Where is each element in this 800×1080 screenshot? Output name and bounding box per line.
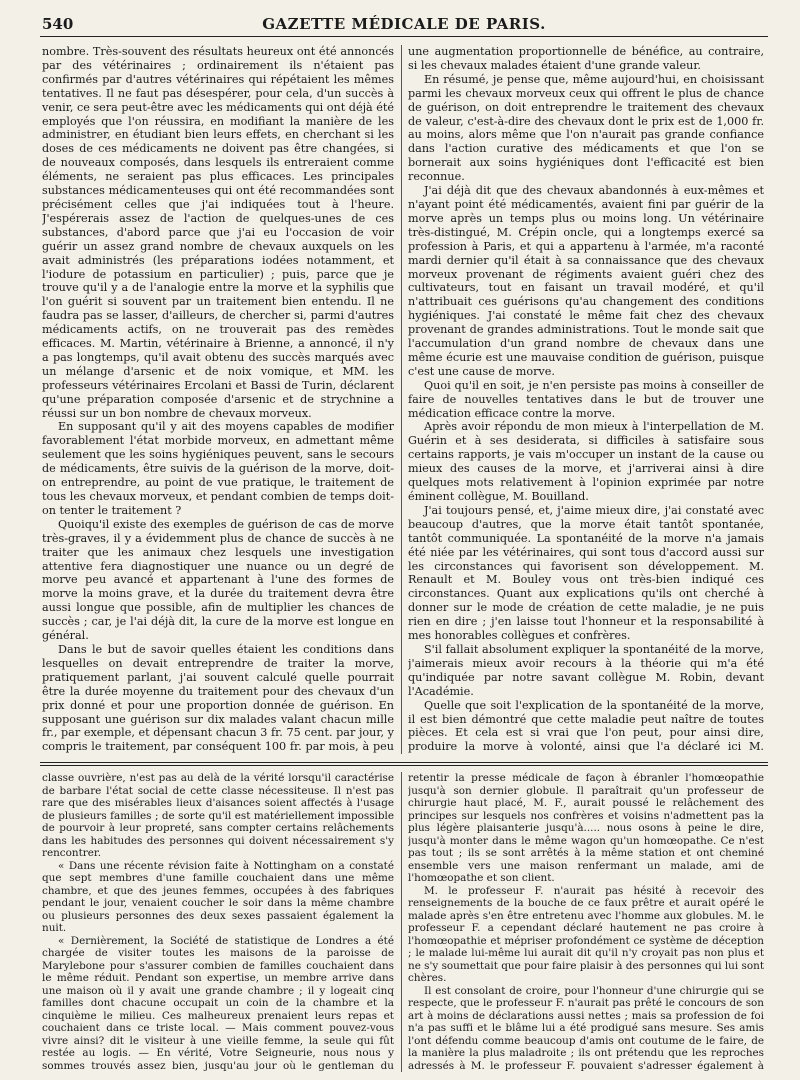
journal-title: GAZETTE MÉDICALE DE PARIS. [262,15,546,33]
paragraph: J'ai toujours pensé, et, j'aime mieux dire, j'ai constaté avec beaucoup d'autres, que la morve était tantôt spontanée, tantôt communiquée. La spontanéité de la morve n'a jamais été niée par les vétérinaires, qui sont tous d'accord aussi sur les circonstances qui favorisent son développement. M. Renault et M. Bouley vous ont très-bien indiqué ces circonstances. Quant aux explications qu'ils ont cherché à donner sur le mode de création de cette maladie, je ne puis rien en dire ; j'en laisse tout l'honneur et la responsabilité à mes honorables collègues et confrères. [408,503,764,643]
paragraph: Après avoir répondu de mon mieux à l'interpellation de M. Guérin et à ses desiderata, si difficiles à satisfaire sous certains rapports, je vais m'occuper un instant de la cause ou mieux des causes de la morve, et j'arriverai ainsi à dire quelques mots relativement à l'opinion exprimée par notre éminent collègue, M. Bouilland. [408,420,764,503]
paragraph: « Dernièrement, la Société de statistique de Londres a été chargée de visiter toutes les maisons de la paroisse de Marylebone pour s'assurer combien de familles couchaient dans le même réduit. Pendant son expertise, un membre arrive dans une maison où il y avait une grande chambre ; il y logeait cinq familles dont chacune occupait un coin de la chambre et la cinquième le milieu. Ces malheureux prenaient leurs repas et couchaient dans ce triste local. — Mais comment pouvez-vous vivre ainsi? dit le visiteur à une vieille femme, la seule qui fût restée au logis. — En vérité, Votre Seigneurie, nous nous y sommes trouvés assez bien, jusqu'au jour où le gentleman du [42,934,394,1072]
right-column-feuilleton [408,772,764,1072]
column-divider [401,772,402,1072]
paragraph: Il est consolant de croire, pour l'honneur d'une chirurgie qui se respecte, que le professeur F. n'aurait pas prêté le concours de son art à moins de déclarations aussi nettes ; mais sa profession de foi n'a pas suffi et le blâme lui a été prodigué sans mesure. Ses amis l'ont défendu comme beaucoup d'amis ont coutume de le faire, de la manière la plus maladroite ; ils ont prétendu que les reproches adressés à M. le professeur F. pouvaient s'adresser également à [408,984,764,1072]
paragraph: « Dans une récente révision faite à Nottingham on a constaté que sept membres d'une famille couchaient dans une même chambre, et que des jeunes femmes, occupées à des fabriques pendant le jour, venaient coucher le soir dans la même chambre ou plusieurs personnes des deux sexes passaient également la nuit. [42,859,394,934]
right-column-top [408,45,764,754]
paragraph: une augmentation proportionnelle de bénéfice, au contraire, si les chevaux malades étaient d'une grande valeur. [408,45,764,72]
paragraph: M. le professeur F. n'aurait pas hésité à recevoir des renseignements de la bouche de ce faux prêtre et aurait opéré le malade après s'en être entretenu avec l'homme aux globules. M. le professeur F. a cependant déclaré hautement ne pas croire à l'homœopathie et mépriser profondément ce système de déception ; le malade lui-même lui aurait dit qu'il n'y croyait pas non plus et ne s'y soumettait que pour faire plaisir à des personnes qui lui sont chères. [408,884,764,984]
column-divider [401,45,402,754]
paragraph: classe ouvrière, n'est pas au delà de la vérité lorsqu'il caractérise de barbare l'état social de cette classe nécessiteuse. Il n'est pas rare que des misérables lieux d'aisances soient affectés à l'usage de plusieurs familles ; de sorte qu'il est matériellement impossible de pourvoir à leur propreté, sans compter certains relâchements dans les habitudes des personnes qui doivent nécessairement s'y rencontrer. [42,772,394,859]
paragraph: retentir la presse médicale de façon à ébranler l'homœopathie jusqu'à son dernier globule. Il paraîtrait qu'un professeur de chirurgie haut placé, M. F., aurait poussé le relâchement des principes sur lesquels nos confrères et voisins n'admettent pas la plus légère plaisanterie jusqu'à..... nous osons à peine le dire, jusqu'à monter dans le même wagon qu'un homœopathe. Ce n'est pas tout ; ils se sont arrêtés à la même station et ont cheminé ensemble vers une maison renfermant un malade, ami de l'homœopathe et son client. [408,772,764,884]
paragraph: J'ai déjà dit que des chevaux abandonnés à eux-mêmes et n'ayant point été médicamentés, avaient fini par guérir de la morve après un temps plus ou moins long. Un vétérinaire très-distingué, M. Crépin oncle, qui a longtemps exercé sa profession à Paris, et qui a appartenu à l'armée, m'a raconté mardi dernier qu'il était à sa connaissance que des chevaux morveux provenant de régiments avaient guéri chez des cultivateurs, tout en faisant un travail modéré, et qu'il n'attribuait ces guérisons qu'au changement des conditions hygiéniques. J'ai constaté le même fait chez des chevaux provenant de grandes administrations. Tout le monde sait que l'accumulation d'un grand nombre de chevaux dans une même écurie est une mauvaise condition de guérison, puisque c'est une cause de morve. [408,184,764,378]
paragraph: Quelle que soit l'explication de la spontanéité de la morve, il est bien démontré que cette maladie peut naître de toutes pièces. Et cela est si vrai que l'on peut, pour ainsi dire, produire la morve à volonté, ainsi que l'a déclaré ici M. [408,698,764,754]
paragraph: nombre. Très-souvent des résultats heureux ont été annoncés par des vétérinaires ; ordinairement ils n'étaient pas confirmés par d'autres vétérinaires qui répétaient les mêmes tentatives. Il ne faut pas désespérer, pour cela, d'un succès à venir, ce sera peut-être avec les médicaments qui ont déjà été employés que l'on réussira, en modifiant la manière de les administrer, en étudiant bien leurs effets, en cherchant si les doses de ces médicaments ne doivent pas être changées, si de nouveaux composés, dans lesquels ils entreraient comme éléments, ne seraient pas plus efficaces. Les principales substances médicamenteuses qui ont été recommandées sont précisément celles que j'ai indiquées tout à l'heure. J'espérerais assez de l'action de quelques-unes de ces substances, d'abord parce que j'ai eu l'occasion de voir guérir un assez grand nombre de chevaux auxquels on les avait administrés (les préparations iodées notamment, et l'iodure de potassium en particulier) ; puis, parce que je trouve qu'il y a de l'analogie entre la morve et la syphilis que l'on guérit si souvent par un traitement bien entendu. Il ne faudra pas se lasser, d'ailleurs, de chercher si, parmi d'autres médicaments actifs, on ne trouverait pas des remèdes efficaces. M. Martin, vétérinaire à Brienne, a annoncé, il n'y a pas longtemps, qu'il avait obtenu des succès marqués avec un mélange d'arsenic et de noix vomique, et MM. les professeurs vétérinaires Ercolani et Bassi de Turin, déclarent qu'une préparation composée d'arsenic et de strychnine a réussi sur un bon nombre de chevaux morveux. [42,45,394,420]
left-column-feuilleton [42,772,394,1072]
section-divider-thin [40,765,768,766]
page-header [40,14,768,37]
paragraph: En supposant qu'il y ait des moyens capables de modifier favorablement l'état morbide morveux, en admettant même seulement que les soins hygiéniques peuvent, sans le secours de médicaments, être suivis de la guérison de la morve, doit-on entreprendre, au point de vue pratique, le traitement de tous les chevaux morveux, et pendant combien de temps doit-on tenter le traitement ? [42,420,394,517]
paragraph: Dans le but de savoir quelles étaient les conditions dans lesquelles on devait entreprendre de traiter la morve, pratiquement parlant, j'ai souvent calculé quelle pourrait être la durée moyenne du traitement pour des chevaux d'un prix donné et pour une proportion donnée de guérison. En supposant une guérison sur dix malades valant chacun mille fr., par exemple, et dépensant chacun 3 fr. 75 cent. par jour, y compris le traitement, par conséquent 100 fr. par mois, à peu [42,642,394,754]
paragraph: Quoiqu'il existe des exemples de guérison de cas de morve très-graves, il y a évidemment plus de chance de succès à ne traiter que les animaux chez lesquels une investigation attentive fera diagnostiquer une nuance ou un degré de morve peu avancé et appartenant à l'une des formes de morve la moins grave, et la durée du traitement devra être aussi longue que possible, afin de multiplier les chances de succès ; car, je l'ai déjà dit, la cure de la morve est longue en général. [42,517,394,643]
page-number: 540 [42,15,74,33]
section-divider [40,762,768,763]
paragraph: Quoi qu'il en soit, je n'en persiste pas moins à conseiller de faire de nouvelles tentatives dans le but de trouver une médication efficace contre la morve. [408,378,764,420]
paragraph: S'il fallait absolument expliquer la spontanéité de la morve, j'aimerais mieux avoir recours à la théorie qui m'a été qu'indiquée par notre savant collègue M. Robin, devant l'Académie. [408,642,764,698]
paragraph: En résumé, je pense que, même aujourd'hui, en choisissant parmi les chevaux morveux ceux qui offrent le plus de chance de guérison, on doit entreprendre le traitement des chevaux de valeur, c'est-à-dire des chevaux dont le prix est de 1,000 fr. au moins, alors même que l'on n'aurait pas grande confiance dans l'action curative des médicaments et que l'on se bornerait aux soins hygiéniques dont l'efficacité est bien reconnue. [408,72,764,184]
left-column-top [42,45,394,754]
